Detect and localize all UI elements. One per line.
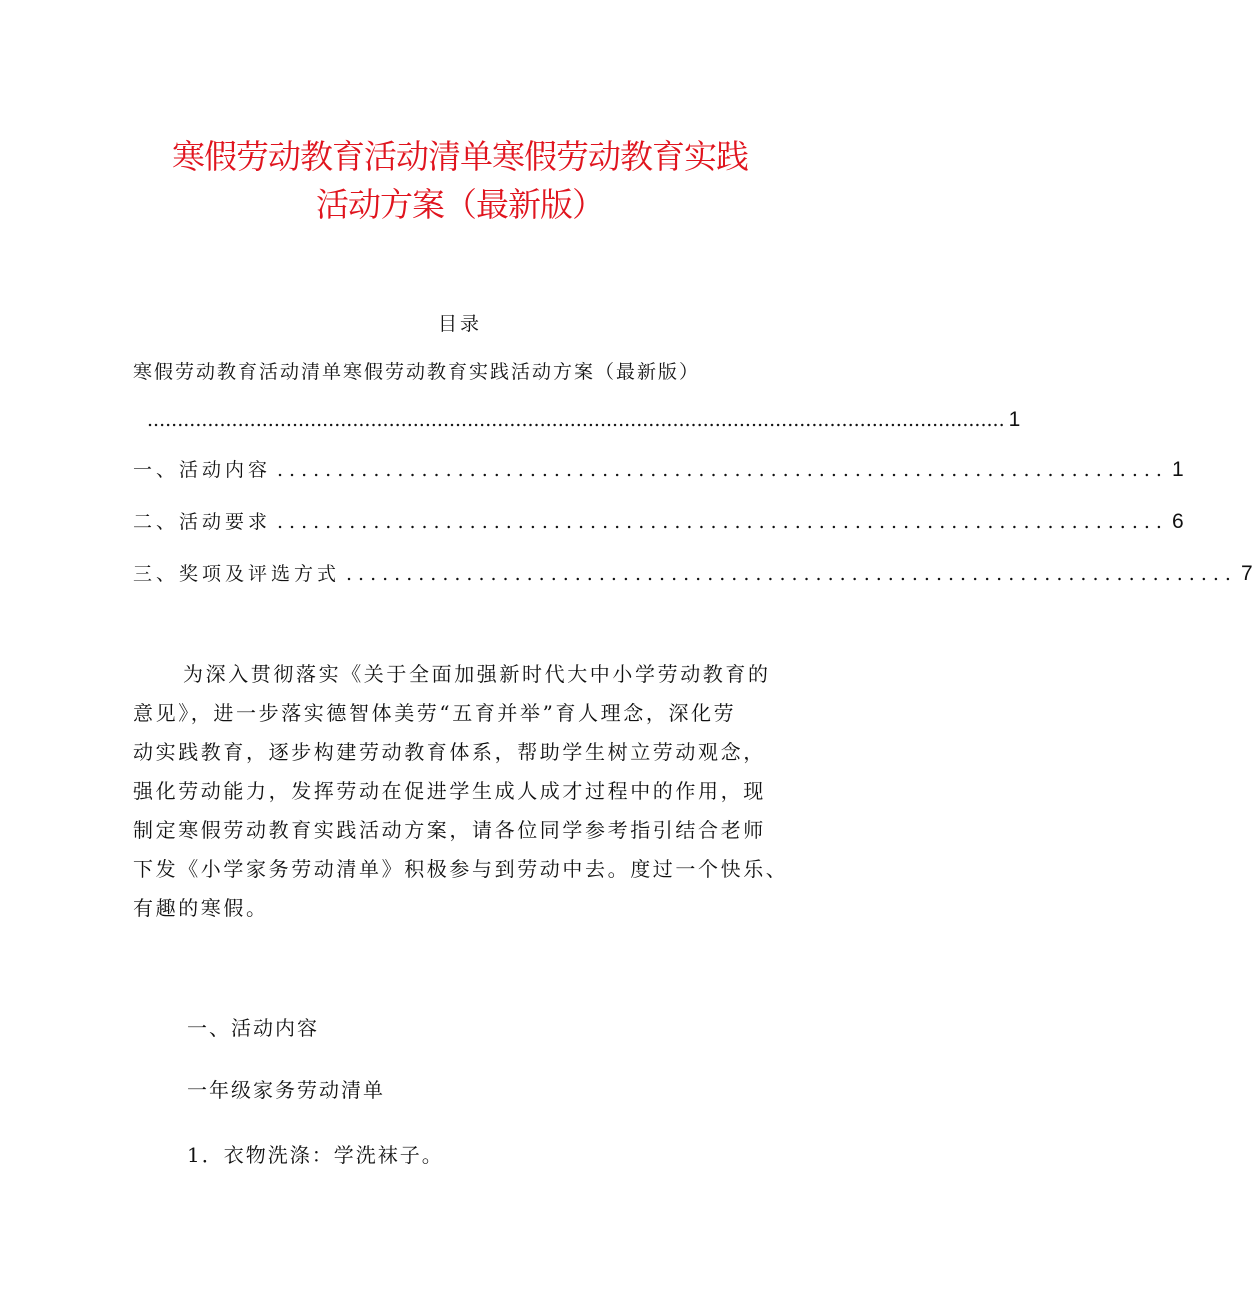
intro-line-2: 意见》，进一步落实德智体美劳“五育并举”育人理念，深化劳 (133, 701, 737, 725)
toc-entry-2[interactable] (133, 455, 1184, 482)
intro-paragraph (133, 655, 793, 928)
intro-line-5: 制定寒假劳动教育实践活动方案，请各位同学参考指引结合老师 (133, 818, 766, 842)
intro-line-4: 强化劳动能力，发挥劳动在促进学生成人成才过程中的作用，现 (133, 779, 766, 803)
intro-line-1: 为深入贯彻落实《关于全面加强新时代大中小学劳动教育的 (183, 662, 771, 686)
document-title-line-2: 活动方案（最新版） (316, 185, 604, 224)
toc-entry-1-leader[interactable] (133, 408, 1021, 432)
intro-line-7: 有趣的寒假。 (133, 896, 269, 920)
section-1-heading: 一、活动内容 (187, 1016, 319, 1040)
toc-heading: 目录 (437, 313, 482, 335)
toc-leader-dots: .......................................................................... (277, 459, 1168, 481)
toc-entry-1-page: 1 (1008, 408, 1021, 431)
list-item-1: 1．衣物洗涤：学洗袜子。 (187, 1143, 444, 1167)
toc-entry-4-label: 三、奖项及评选方式 (133, 563, 341, 585)
toc-leader-dots: .......................................................................... (277, 511, 1168, 533)
toc-entry-2-label: 一、活动内容 (133, 459, 272, 481)
toc-entry-3[interactable] (133, 507, 1184, 534)
toc-entry-2-page: 1 (1171, 458, 1184, 481)
toc-leader-dots: .......................................................................... (346, 563, 1237, 585)
grade-1-subheading: 一年级家务劳动清单 (187, 1078, 385, 1102)
toc-entry-4[interactable] (133, 559, 1253, 586)
toc-entry-3-label: 二、活动要求 (133, 511, 272, 533)
toc-entry-1-label[interactable]: 寒假劳动教育活动清单寒假劳动教育实践活动方案（最新版） (133, 361, 701, 383)
toc-entry-3-page: 6 (1171, 510, 1184, 533)
toc-entry-4-page: 7 (1240, 562, 1253, 585)
intro-line-6: 下发《小学家务劳动清单》积极参与到劳动中去。度过一个快乐、 (133, 857, 789, 881)
document-title-line-1: 寒假劳动教育活动清单寒假劳动教育实践 (172, 137, 748, 176)
intro-line-3: 动实践教育，逐步构建劳动教育体系，帮助学生树立劳动观念， (133, 740, 766, 764)
toc-leader-dots: .............................................................................................................................................. (147, 409, 1005, 431)
